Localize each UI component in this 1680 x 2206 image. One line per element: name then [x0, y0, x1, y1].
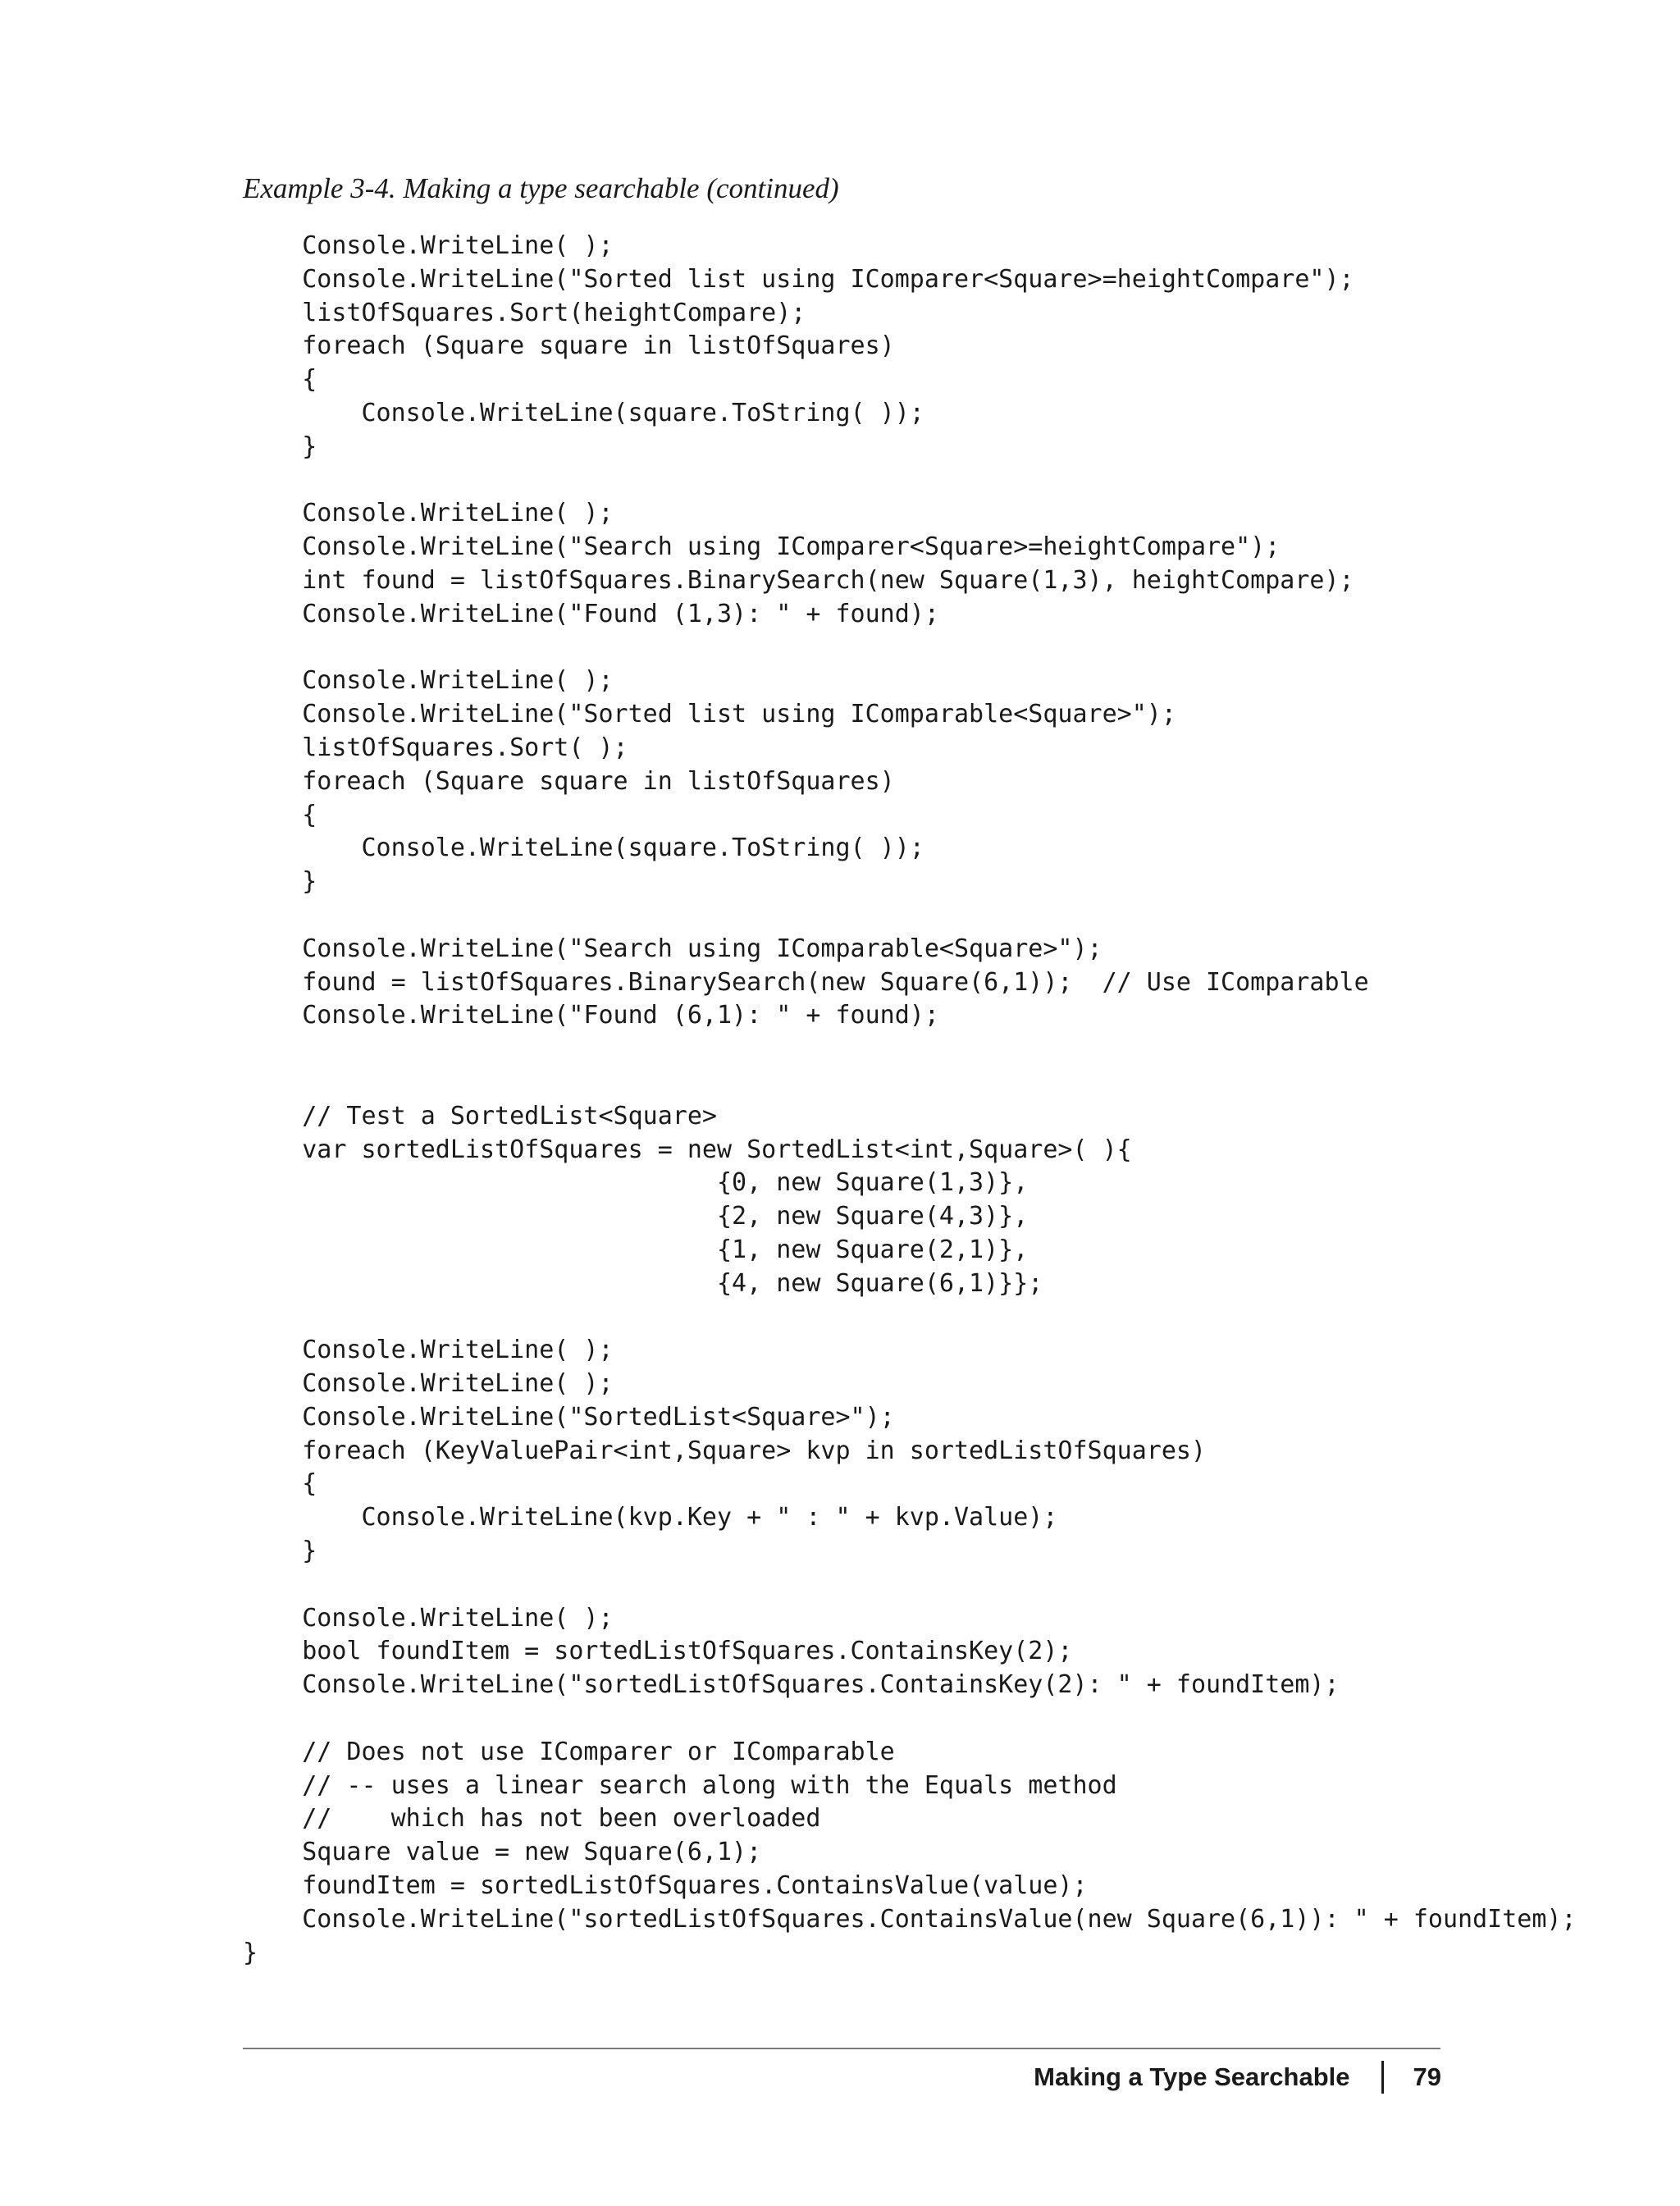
code-line: // Does not use IComparer or IComparable	[243, 1737, 895, 1766]
code-line: }	[243, 1537, 317, 1566]
example-caption: Example 3-4. Making a type searchable (continued)	[243, 172, 839, 204]
code-line	[243, 632, 1577, 665]
footer-divider	[243, 2048, 1440, 2049]
code-listing	[243, 230, 1577, 1970]
code-line: Console.WriteLine(kvp.Key + " : " + kvp.Value);	[243, 1503, 1058, 1532]
code-line: int found = listOfSquares.BinarySearch(new Square(1,3), heightCompare);	[243, 565, 1354, 595]
code-line: Console.WriteLine("Sorted list using IComparer<Square>=heightCompare");	[243, 264, 1354, 294]
code-line: Console.WriteLine("sortedListOfSquares.ContainsKey(2): " + foundItem);	[243, 1670, 1340, 1700]
code-line: Console.WriteLine( );	[243, 231, 614, 260]
footer-separator	[1381, 2061, 1384, 2094]
code-line: Console.WriteLine(square.ToString( ));	[243, 398, 924, 427]
code-line: {2, new Square(4,3)},	[243, 1202, 1029, 1231]
code-line: {	[243, 1469, 317, 1499]
code-line: Console.WriteLine("Search using IComparable<Square>");	[243, 934, 1102, 963]
code-line: Console.WriteLine( );	[243, 1369, 614, 1399]
code-line: foundItem = sortedListOfSquares.ContainsValue(value);	[243, 1871, 1088, 1901]
code-line: {4, new Square(6,1)}};	[243, 1268, 1043, 1298]
code-line: found = listOfSquares.BinarySearch(new Square(6,1)); // Use IComparable	[243, 967, 1369, 997]
code-line: Console.WriteLine("sortedListOfSquares.ContainsValue(new Square(6,1)): " + foundItem);	[243, 1904, 1577, 1934]
code-line: foreach (KeyValuePair<int,Square> kvp in sortedListOfSquares)	[243, 1436, 1206, 1465]
code-line: // Test a SortedList<Square>	[243, 1101, 717, 1130]
code-line: {	[243, 800, 317, 829]
code-line: listOfSquares.Sort( );	[243, 733, 628, 762]
code-line: Console.WriteLine( );	[243, 666, 614, 696]
code-line: Console.WriteLine("Search using IComparer<Square>=heightCompare");	[243, 532, 1281, 562]
code-line: // which has not been overloaded	[243, 1804, 821, 1834]
code-line: foreach (Square square in listOfSquares)	[243, 331, 895, 361]
code-line	[243, 1569, 1577, 1602]
code-line: Console.WriteLine("Sorted list using IComparable<Square>");	[243, 700, 1176, 729]
code-line: }	[243, 432, 317, 461]
code-line: foreach (Square square in listOfSquares)	[243, 766, 895, 796]
code-line	[243, 1033, 1577, 1066]
code-line: {1, new Square(2,1)},	[243, 1235, 1029, 1264]
code-line: bool foundItem = sortedListOfSquares.ContainsKey(2);	[243, 1637, 1073, 1666]
code-line: }	[243, 1938, 258, 1967]
code-line	[243, 1301, 1577, 1335]
code-line	[243, 464, 1577, 498]
code-line: {0, new Square(1,3)},	[243, 1168, 1029, 1198]
code-line: Console.WriteLine( );	[243, 1603, 614, 1633]
code-line: listOfSquares.Sort(heightCompare);	[243, 298, 806, 327]
code-line: Console.WriteLine( );	[243, 499, 614, 528]
code-line	[243, 899, 1577, 933]
code-line	[243, 1702, 1577, 1736]
page-number: 79	[1413, 2062, 1441, 2091]
code-line: Console.WriteLine("Found (1,3): " + found);	[243, 599, 939, 628]
code-line: Square value = new Square(6,1);	[243, 1838, 762, 1867]
code-line: Console.WriteLine("Found (6,1): " + found);	[243, 1001, 939, 1030]
code-line: // -- uses a linear search along with the Equals method	[243, 1770, 1117, 1800]
code-line: Console.WriteLine(square.ToString( ));	[243, 834, 924, 863]
page-footer	[1034, 2058, 1441, 2097]
code-line: Console.WriteLine("SortedList<Square>");	[243, 1402, 895, 1432]
running-footer-title: Making a Type Searchable	[1034, 2062, 1350, 2091]
code-line	[243, 1066, 1577, 1100]
code-line: Console.WriteLine( );	[243, 1336, 614, 1365]
code-line: }	[243, 867, 317, 897]
code-line: {	[243, 365, 317, 395]
code-line: var sortedListOfSquares = new SortedList<int,Square>( ){	[243, 1135, 1132, 1164]
